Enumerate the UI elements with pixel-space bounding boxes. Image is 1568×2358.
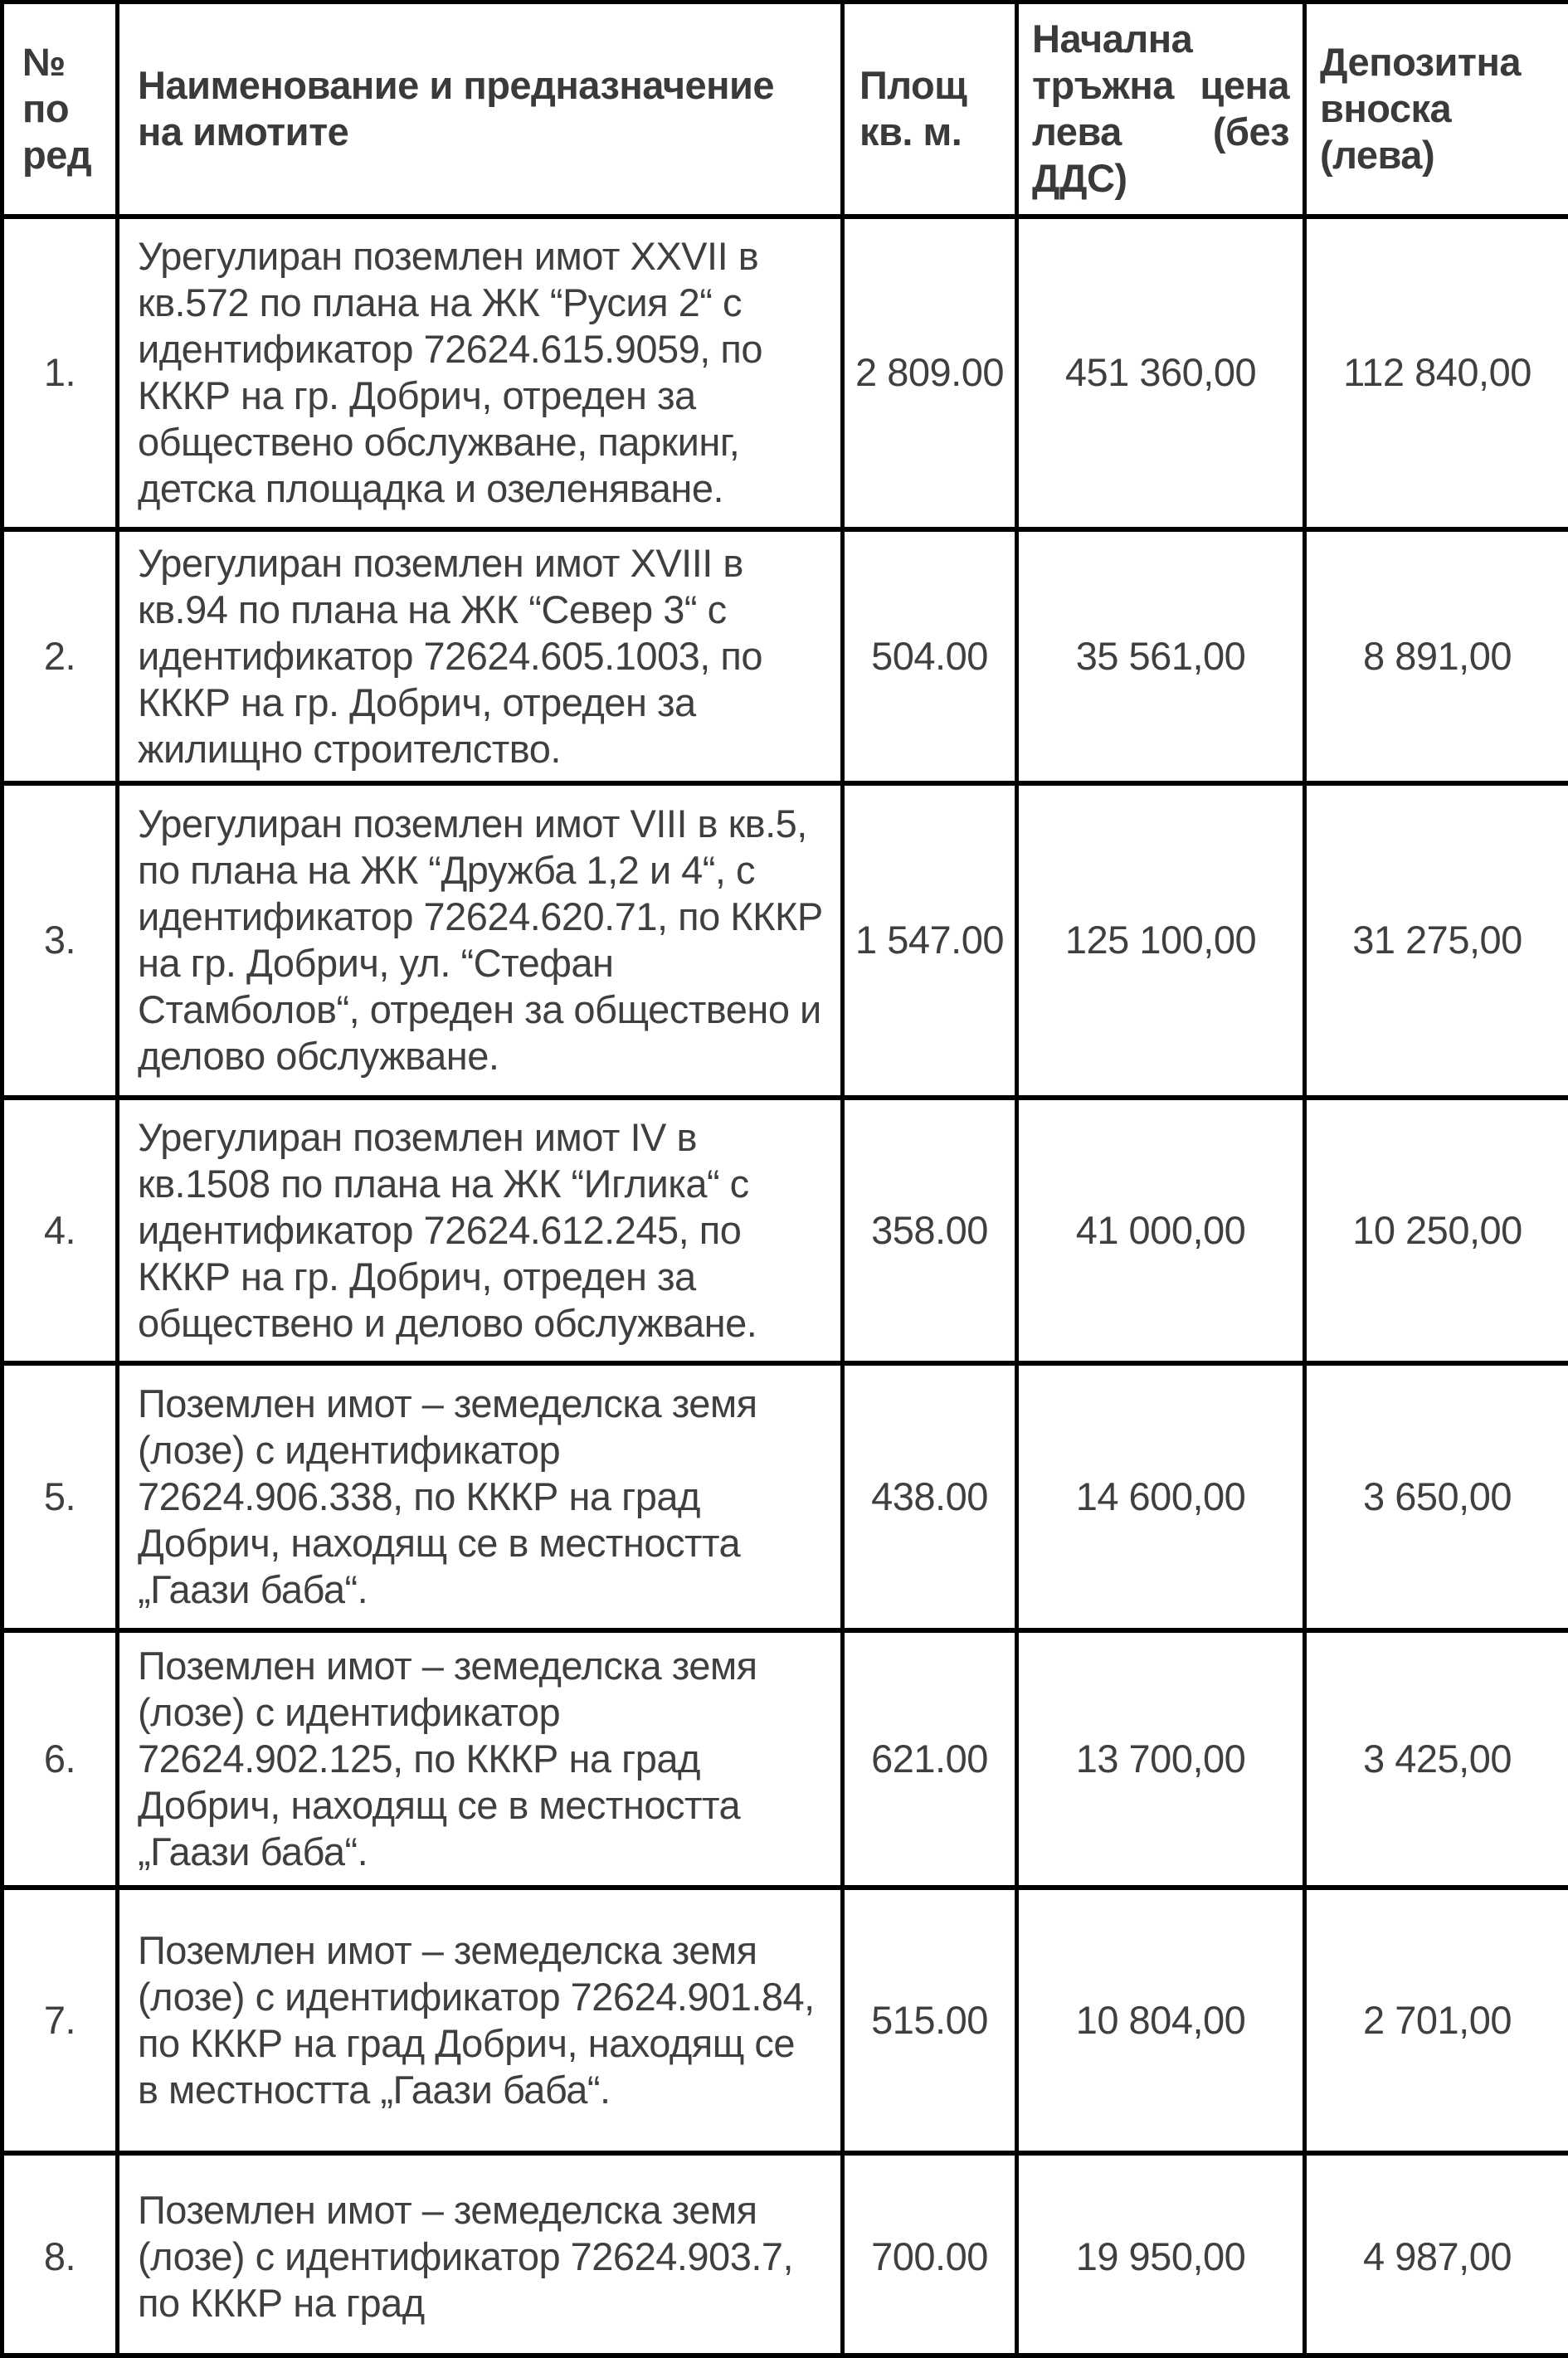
- area-cell: 358.00: [843, 1098, 1017, 1363]
- table-row: [2, 1888, 1568, 2153]
- row-number-cell: 7.: [2, 1888, 118, 2153]
- area-cell: 438.00: [843, 1363, 1017, 1630]
- property-description-cell: Поземлен имот – земеделска земя (лозе) с идентификатор 72624.903.7, по КККР на град: [118, 2153, 843, 2358]
- table-row: [2, 217, 1568, 529]
- starting-price-cell: 14 600,00: [1017, 1363, 1305, 1630]
- area-cell: 700.00: [843, 2153, 1017, 2358]
- header-starting-price: Начална тръжна цена лева (без ДДС): [1017, 2, 1305, 217]
- table-row: [2, 1363, 1568, 1630]
- starting-price-cell: 41 000,00: [1017, 1098, 1305, 1363]
- deposit-cell: 3 425,00: [1305, 1630, 1568, 1888]
- table-row: [2, 783, 1568, 1098]
- table-row: [2, 529, 1568, 783]
- table-row: [2, 1098, 1568, 1363]
- row-number-cell: 2.: [2, 529, 118, 783]
- starting-price-cell: 125 100,00: [1017, 783, 1305, 1098]
- starting-price-cell: 19 950,00: [1017, 2153, 1305, 2358]
- row-number-cell: 1.: [2, 217, 118, 529]
- row-number-cell: 4.: [2, 1098, 118, 1363]
- deposit-cell: 2 701,00: [1305, 1888, 1568, 2153]
- deposit-cell: 4 987,00: [1305, 2153, 1568, 2358]
- property-description-cell: Урегулиран поземлен имот XXVII в кв.572 по плана на ЖК “Русия 2“ с идентификатор 72624.615.9059, по КККР на гр. Добрич, отреден за обществено обслужване, паркинг, детска площадка и озеленяване.: [118, 217, 843, 529]
- area-cell: 2 809.00: [843, 217, 1017, 529]
- deposit-cell: 3 650,00: [1305, 1363, 1568, 1630]
- property-description-cell: Урегулиран поземлен имот IV в кв.1508 по плана на ЖК “Иглика“ с идентификатор 72624.612.245, по КККР на гр. Добрич, отреден за обществено и делово обслужване.: [118, 1098, 843, 1363]
- header-area: Площ кв. м.: [843, 2, 1017, 217]
- area-cell: 1 547.00: [843, 783, 1017, 1098]
- header-row-number: № по ред: [2, 2, 118, 217]
- starting-price-cell: 35 561,00: [1017, 529, 1305, 783]
- deposit-cell: 112 840,00: [1305, 217, 1568, 529]
- table-row: [2, 2153, 1568, 2358]
- property-description-cell: Урегулиран поземлен имот XVIII в кв.94 по плана на ЖК “Север 3“ с идентификатор 72624.605.1003, по КККР на гр. Добрич, отреден за жилищно строителство.: [118, 529, 843, 783]
- table-row: [2, 1630, 1568, 1888]
- property-description-cell: Поземлен имот – земеделска земя (лозе) с идентификатор 72624.906.338, по КККР на град Добрич, находящ се в местността „Гаази баба“.: [118, 1363, 843, 1630]
- table-header: [2, 2, 1568, 217]
- area-cell: 621.00: [843, 1630, 1017, 1888]
- header-property-name: Наименование и предназначение на имотите: [118, 2, 843, 217]
- property-description-cell: Урегулиран поземлен имот VIII в кв.5, по плана на ЖК “Дружба 1,2 и 4“, с идентификатор 72624.620.71, по КККР на гр. Добрич, ул. “Стефан Стамболов“, отреден за обществено и делово обслужване.: [118, 783, 843, 1098]
- header-deposit: Депозитна вноска (лева): [1305, 2, 1568, 217]
- deposit-cell: 31 275,00: [1305, 783, 1568, 1098]
- row-number-cell: 6.: [2, 1630, 118, 1888]
- property-description-cell: Поземлен имот – земеделска земя (лозе) с идентификатор 72624.901.84, по КККР на град Добрич, находящ се в местността „Гаази баба“.: [118, 1888, 843, 2153]
- starting-price-cell: 451 360,00: [1017, 217, 1305, 529]
- deposit-cell: 8 891,00: [1305, 529, 1568, 783]
- starting-price-cell: 13 700,00: [1017, 1630, 1305, 1888]
- starting-price-cell: 10 804,00: [1017, 1888, 1305, 2153]
- row-number-cell: 3.: [2, 783, 118, 1098]
- deposit-cell: 10 250,00: [1305, 1098, 1568, 1363]
- header-row: [2, 2, 1568, 217]
- row-number-cell: 5.: [2, 1363, 118, 1630]
- row-number-cell: 8.: [2, 2153, 118, 2358]
- table-body: [2, 217, 1568, 2358]
- area-cell: 504.00: [843, 529, 1017, 783]
- property-description-cell: Поземлен имот – земеделска земя (лозе) с идентификатор 72624.902.125, по КККР на град Добрич, находящ се в местността „Гаази баба“.: [118, 1630, 843, 1888]
- area-cell: 515.00: [843, 1888, 1017, 2153]
